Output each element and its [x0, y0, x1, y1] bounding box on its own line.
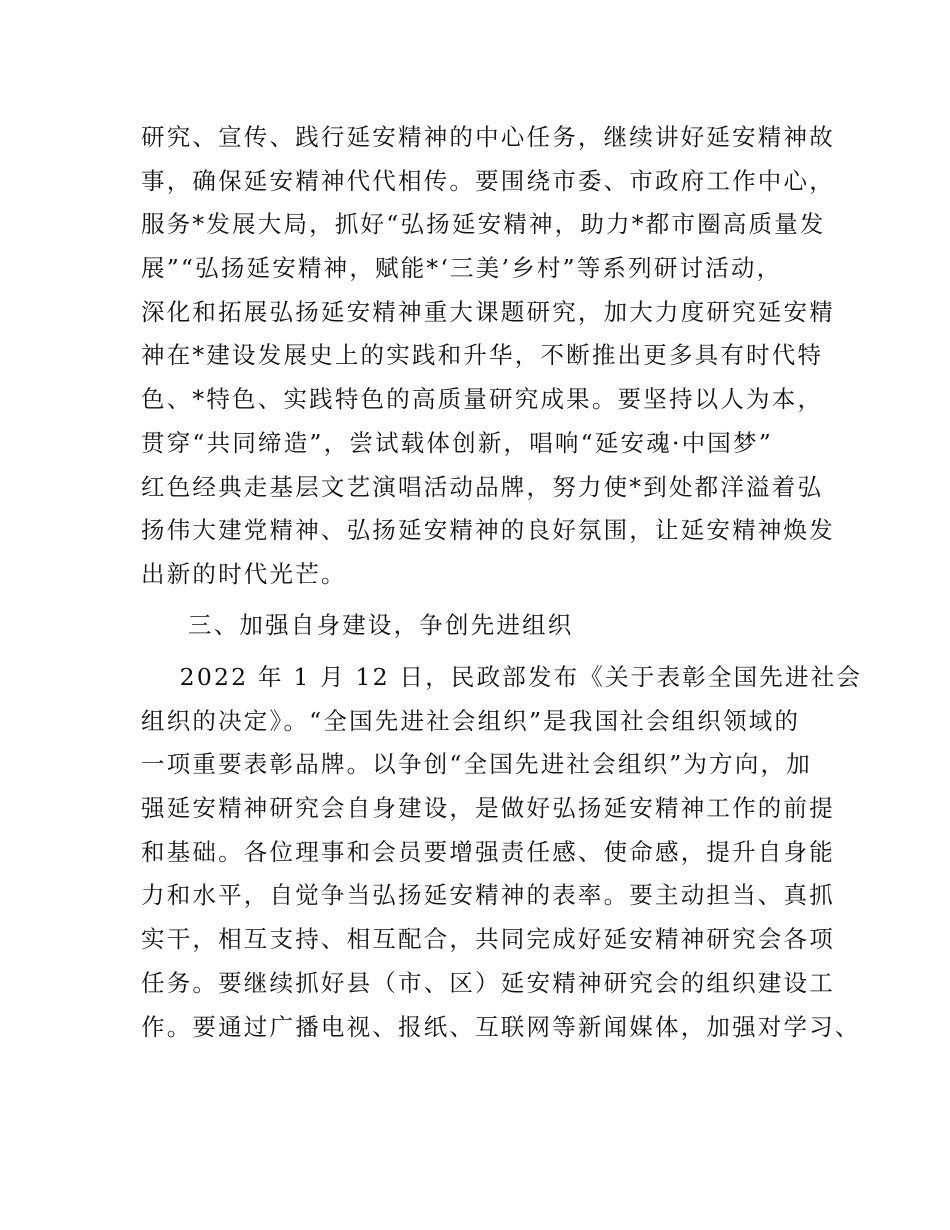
- text-line: 实干，相互支持、相互配合，共同完成好延安精神研究会各项: [141, 925, 835, 954]
- paragraph-2: [141, 656, 863, 1049]
- text-line: 展”“弘扬延安精神，赋能*‘三美’乡村”等系列研讨活动，: [141, 254, 783, 283]
- text-line: 组织的决定》。“全国先进社会组织”是我国社会组织领域的: [141, 706, 801, 735]
- text-line: 色、*特色、实践特色的高质量研究成果。要坚持以人为本，: [141, 385, 824, 414]
- text-line: 贯穿“共同缔造”，尝试载体创新，唱响“延安魂·中国梦”: [141, 428, 773, 457]
- text-line: 深化和拓展弘扬延安精神重大课题研究，加大力度研究延安精: [141, 297, 835, 326]
- text-line: 2022 年 1 月 12 日，民政部发布《关于表彰全国先进社会: [141, 663, 863, 691]
- text-line: 扬伟大建党精神、弘扬延安精神的良好氛围，让延安精神焕发: [141, 516, 835, 545]
- paragraph-1: [141, 116, 835, 597]
- text-line: 和基础。各位理事和会员要增强责任感、使命感，提升自身能: [141, 837, 835, 866]
- text-line: 强延安精神研究会自身建设，是做好弘扬延安精神工作的前提: [141, 794, 835, 823]
- text-line: 任务。要继续抓好县（市、区）延安精神研究会的组织建设工: [141, 968, 835, 997]
- text-line: 出新的时代光芒。: [141, 559, 347, 588]
- text-line: 一项重要表彰品牌。以争创“全国先进社会组织”为方向，加: [141, 750, 812, 779]
- text-line: 红色经典走基层文艺演唱活动品牌，努力使*到处都洋溢着弘: [141, 472, 824, 501]
- text-line: 神在*建设发展史上的实践和升华，不断推出更多具有时代特: [141, 341, 824, 370]
- text-line: 作。要通过广播电视、报纸、互联网等新闻媒体，加强对学习、: [141, 1012, 861, 1041]
- text-line: 服务*发展大局，抓好“弘扬延安精神，助力*都市圈高质量发: [141, 210, 826, 239]
- text-line: 事，确保延安精神代代相传。要围绕市委、市政府工作中心，: [141, 166, 835, 195]
- text-line: 力和水平，自觉争当弘扬延安精神的表率。要主动担当、真抓: [141, 881, 835, 910]
- text-line: 研究、宣传、践行延安精神的中心任务，继续讲好延安精神故: [141, 123, 835, 151]
- section-heading: 三、加强自身建设，争创先进组织: [188, 611, 574, 639]
